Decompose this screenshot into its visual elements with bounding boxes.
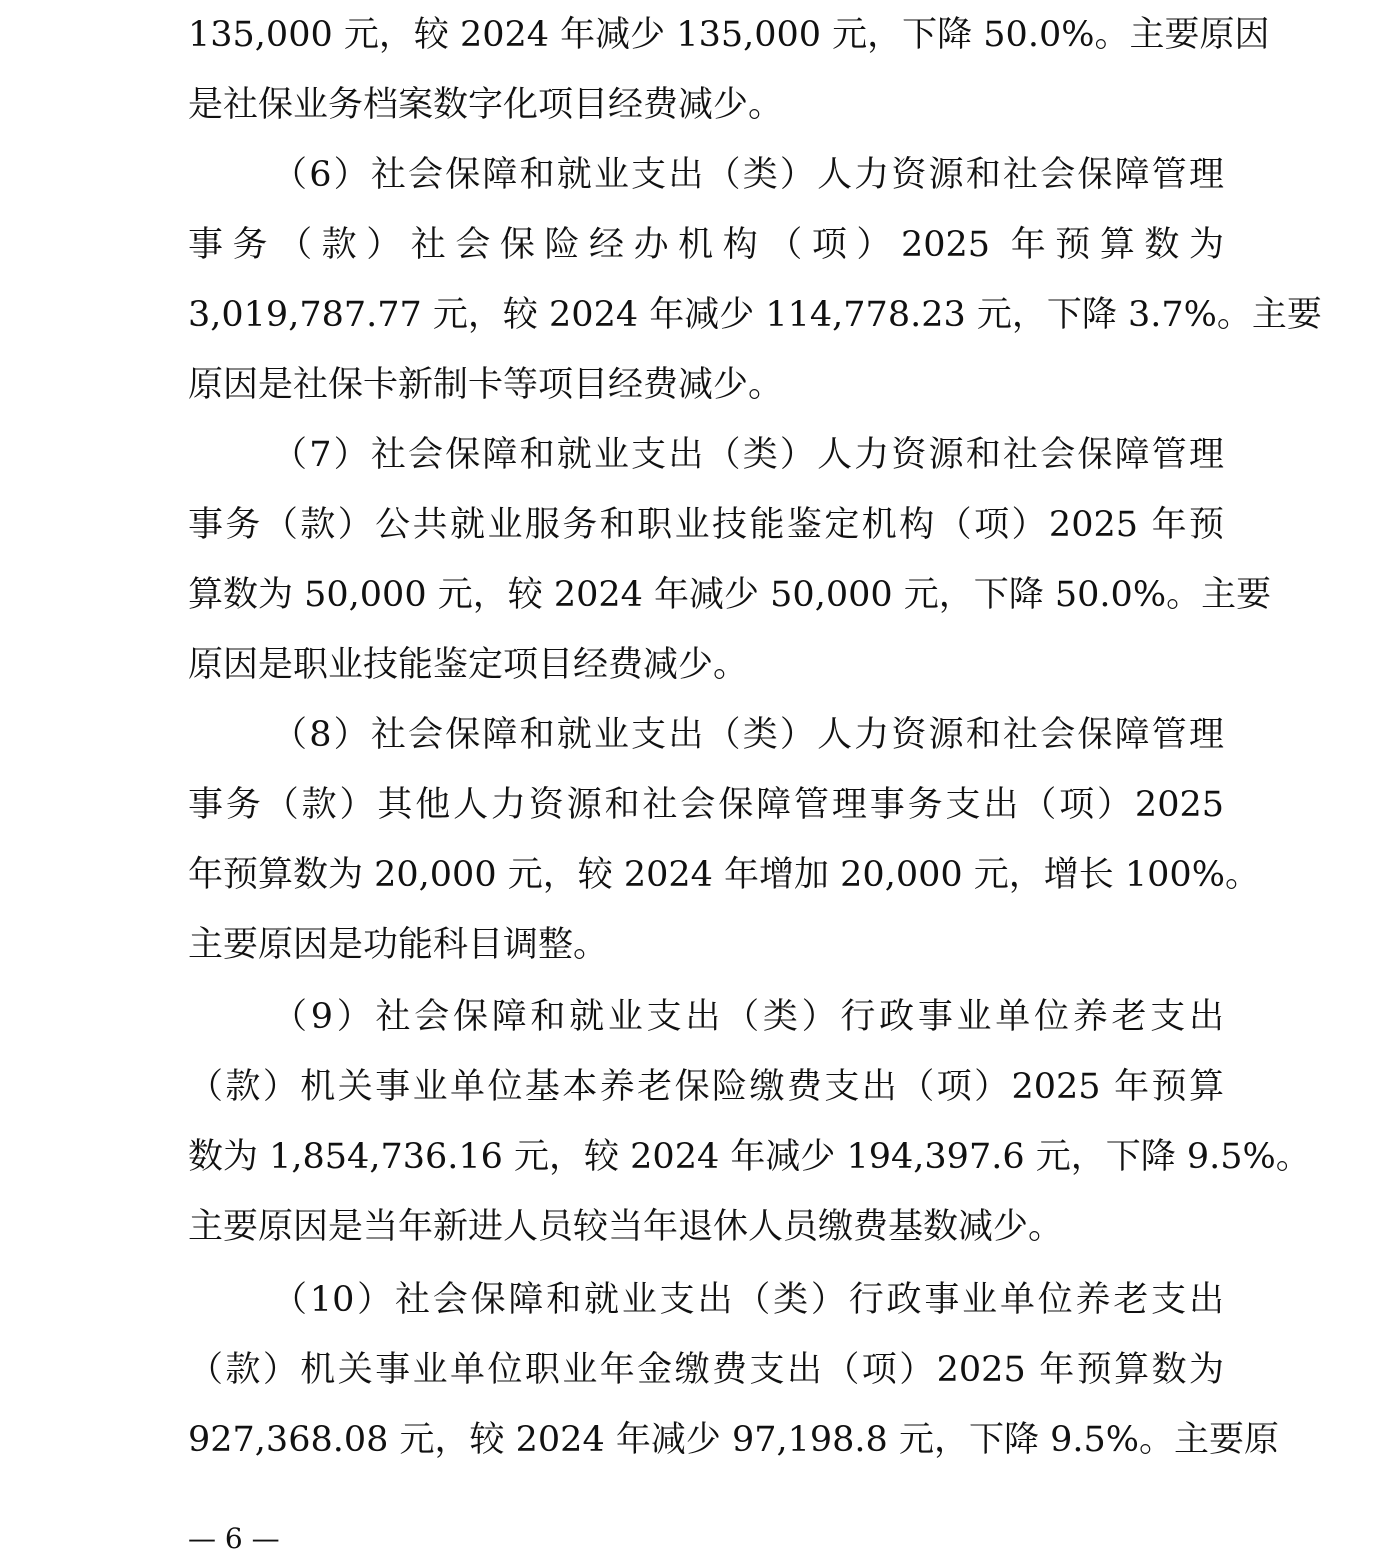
body-text-line: 是社保业务档案数字化项目经费减少。 — [188, 85, 784, 125]
body-text-line: 原因是职业技能鉴定项目经费减少。 — [188, 645, 749, 685]
body-text-line: （款）机关事业单位职业年金缴费支出（项）2025 年预算数为 — [188, 1350, 1224, 1390]
paragraph-8-first-line: （8）社会保障和就业支出（类）人力资源和社会保障管理 — [272, 715, 1224, 755]
body-text-line: 算数为 50,000 元，较 2024 年减少 50,000 元，下降 50.0%。主要 — [188, 575, 1272, 615]
body-text-line: 927,368.08 元，较 2024 年减少 97,198.8 元，下降 9.5%。主要原 — [188, 1420, 1279, 1460]
body-text-line: 年预算数为 20,000 元，较 2024 年增加 20,000 元，增长 100%。 — [188, 855, 1260, 895]
body-text-line: 原因是社保卡新制卡等项目经费减少。 — [188, 365, 784, 405]
body-text-line: （款）机关事业单位基本养老保险缴费支出（项）2025 年预算 — [188, 1067, 1224, 1107]
body-text-line: 数为 1,854,736.16 元，较 2024 年减少 194,397.6 元，下降 9.5%。 — [188, 1137, 1311, 1177]
body-text-line: 主要原因是功能科目调整。 — [188, 925, 609, 965]
paragraph-7-first-line: （7）社会保障和就业支出（类）人力资源和社会保障管理 — [272, 435, 1224, 475]
body-text-line: 事务（款）社会保险经办机构（项）2025 年预算数为 — [188, 225, 1224, 265]
page-number: — 6 — — [188, 1522, 280, 1555]
body-text-line: 主要原因是当年新进人员较当年退休人员缴费基数减少。 — [188, 1207, 1064, 1247]
body-text-line: 135,000 元，较 2024 年减少 135,000 元，下降 50.0%。主要原因 — [188, 15, 1270, 55]
body-text-line: 事务（款）公共就业服务和职业技能鉴定机构（项）2025 年预 — [188, 505, 1224, 545]
body-text-line: 事务（款）其他人力资源和社会保障管理事务支出（项）2025 — [188, 785, 1224, 825]
paragraph-9-first-line: （9）社会保障和就业支出（类）行政事业单位养老支出 — [272, 997, 1224, 1037]
paragraph-10-first-line: （10）社会保障和就业支出（类）行政事业单位养老支出 — [272, 1280, 1224, 1320]
body-text-line: 3,019,787.77 元，较 2024 年减少 114,778.23 元，下降 3.7%。主要 — [188, 295, 1322, 335]
paragraph-6-first-line: （6）社会保障和就业支出（类）人力资源和社会保障管理 — [272, 155, 1224, 195]
